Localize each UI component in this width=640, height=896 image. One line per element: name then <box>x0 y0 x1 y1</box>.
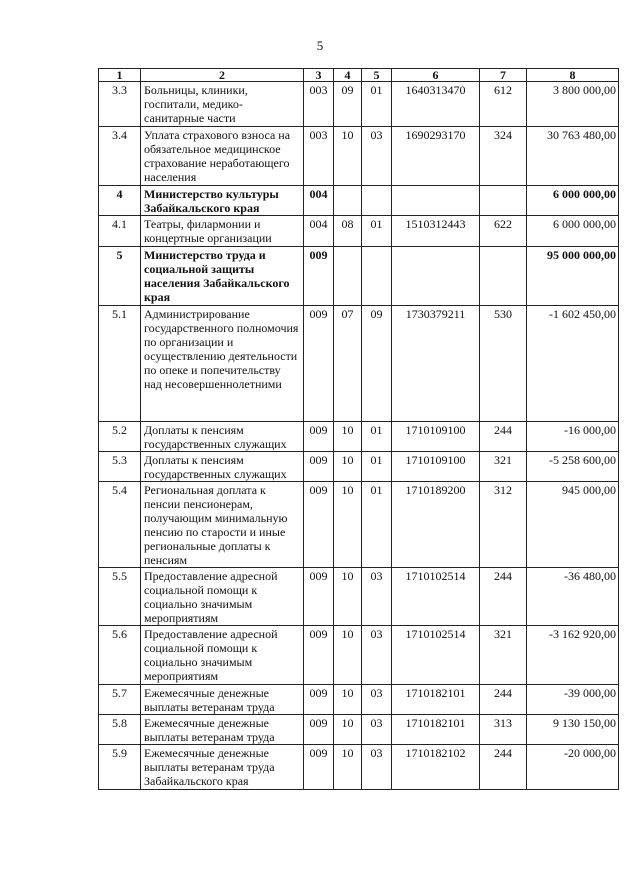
row-number-cell: 4.1 <box>99 216 141 247</box>
row-col6-cell: 1710109100 <box>392 452 480 482</box>
row-col7-cell <box>480 247 527 306</box>
header-col-4: 4 <box>334 69 362 82</box>
row-col7-cell: 244 <box>480 568 527 626</box>
row-col6-cell <box>392 247 480 306</box>
row-col5-cell: 01 <box>362 482 392 568</box>
row-col7-cell: 530 <box>480 306 527 422</box>
row-col7-cell: 612 <box>480 82 527 127</box>
header-col-6: 6 <box>392 69 480 82</box>
row-col4-cell <box>334 247 362 306</box>
row-amount-cell: -3 162 920,00 <box>527 626 619 685</box>
row-col4-cell: 07 <box>334 306 362 422</box>
row-col5-cell: 01 <box>362 216 392 247</box>
row-name-cell: Больницы, клиники, госпитали, медико-санитарные части <box>141 82 304 127</box>
row-col6-cell: 1690293170 <box>392 127 480 186</box>
row-col5-cell: 01 <box>362 82 392 127</box>
table-row <box>99 626 619 685</box>
header-col-3: 3 <box>304 69 334 82</box>
row-name-cell: Министерство труда и социальной защиты населения Забайкальского края <box>141 247 304 306</box>
row-number-cell: 5.1 <box>99 306 141 422</box>
row-name-cell: Театры, филармонии и концертные организации <box>141 216 304 247</box>
row-col7-cell: 324 <box>480 127 527 186</box>
header-row <box>99 69 619 82</box>
row-col3-cell: 009 <box>304 482 334 568</box>
row-col6-cell: 1640313470 <box>392 82 480 127</box>
row-amount-cell: 95 000 000,00 <box>527 247 619 306</box>
row-amount-cell: -36 480,00 <box>527 568 619 626</box>
table-row <box>99 82 619 127</box>
row-amount-cell: 9 130 150,00 <box>527 715 619 745</box>
row-col7-cell <box>480 186 527 216</box>
row-col5-cell: 03 <box>362 715 392 745</box>
row-name-cell: Региональная доплата к пенсии пенсионерам, получающим минимальную пенсию по старости и иные региональные доплаты к пенсиям <box>141 482 304 568</box>
row-col7-cell: 622 <box>480 216 527 247</box>
row-col4-cell: 10 <box>334 568 362 626</box>
row-col4-cell: 10 <box>334 452 362 482</box>
budget-table <box>98 68 619 790</box>
row-col3-cell: 009 <box>304 745 334 790</box>
row-number-cell: 5.3 <box>99 452 141 482</box>
row-amount-cell: -16 000,00 <box>527 422 619 452</box>
row-col3-cell: 003 <box>304 127 334 186</box>
row-col7-cell: 321 <box>480 626 527 685</box>
row-col5-cell <box>362 247 392 306</box>
row-col5-cell <box>362 186 392 216</box>
row-col3-cell: 009 <box>304 568 334 626</box>
row-col6-cell: 1710182102 <box>392 745 480 790</box>
row-col5-cell: 09 <box>362 306 392 422</box>
row-amount-cell: -39 000,00 <box>527 685 619 715</box>
row-col6-cell: 1730379211 <box>392 306 480 422</box>
row-name-cell: Ежемесячные денежные выплаты ветеранам труда <box>141 715 304 745</box>
row-col3-cell: 009 <box>304 422 334 452</box>
table-row <box>99 186 619 216</box>
row-name-cell: Предоставление адресной социальной помощи к социально значимым мероприятиям <box>141 626 304 685</box>
row-number-cell: 5 <box>99 247 141 306</box>
row-col4-cell: 09 <box>334 82 362 127</box>
row-col6-cell: 1710109100 <box>392 422 480 452</box>
row-col7-cell: 244 <box>480 745 527 790</box>
table-row <box>99 216 619 247</box>
table-row <box>99 685 619 715</box>
row-col3-cell: 009 <box>304 247 334 306</box>
row-col5-cell: 03 <box>362 745 392 790</box>
row-number-cell: 3.3 <box>99 82 141 127</box>
row-amount-cell: 6 000 000,00 <box>527 186 619 216</box>
row-col5-cell: 01 <box>362 422 392 452</box>
row-col6-cell <box>392 186 480 216</box>
table-row <box>99 452 619 482</box>
row-col6-cell: 1710189200 <box>392 482 480 568</box>
table-row <box>99 482 619 568</box>
row-name-cell: Доплаты к пенсиям государственных служащих <box>141 422 304 452</box>
row-name-cell: Ежемесячные денежные выплаты ветеранам труда Забайкальского края <box>141 745 304 790</box>
table-row <box>99 422 619 452</box>
row-amount-cell: 30 763 480,00 <box>527 127 619 186</box>
table-row <box>99 127 619 186</box>
header-col-7: 7 <box>480 69 527 82</box>
row-col7-cell: 321 <box>480 452 527 482</box>
row-amount-cell: 6 000 000,00 <box>527 216 619 247</box>
row-col4-cell: 10 <box>334 626 362 685</box>
row-col4-cell: 10 <box>334 422 362 452</box>
row-number-cell: 5.7 <box>99 685 141 715</box>
row-number-cell: 5.9 <box>99 745 141 790</box>
table-row <box>99 745 619 790</box>
row-amount-cell: 3 800 000,00 <box>527 82 619 127</box>
row-name-cell: Доплаты к пенсиям государственных служащих <box>141 452 304 482</box>
row-name-cell: Министерство культуры Забайкальского края <box>141 186 304 216</box>
row-col4-cell: 10 <box>334 127 362 186</box>
row-amount-cell: -1 602 450,00 <box>527 306 619 422</box>
row-name-cell: Уплата страхового взноса на обязательное медицинское страхование неработающего населения <box>141 127 304 186</box>
row-number-cell: 5.4 <box>99 482 141 568</box>
row-col4-cell: 10 <box>334 745 362 790</box>
row-col6-cell: 1710102514 <box>392 626 480 685</box>
header-col-8: 8 <box>527 69 619 82</box>
row-col7-cell: 244 <box>480 422 527 452</box>
row-col6-cell: 1710182101 <box>392 685 480 715</box>
row-col5-cell: 03 <box>362 685 392 715</box>
row-col3-cell: 009 <box>304 626 334 685</box>
row-col6-cell: 1710102514 <box>392 568 480 626</box>
row-amount-cell: -5 258 600,00 <box>527 452 619 482</box>
row-col3-cell: 009 <box>304 306 334 422</box>
row-number-cell: 4 <box>99 186 141 216</box>
header-col-2: 2 <box>141 69 304 82</box>
row-col5-cell: 01 <box>362 452 392 482</box>
row-col4-cell: 10 <box>334 715 362 745</box>
row-col5-cell: 03 <box>362 568 392 626</box>
row-number-cell: 5.5 <box>99 568 141 626</box>
header-col-1: 1 <box>99 69 141 82</box>
row-name-cell: Предоставление адресной социальной помощи к социально значимым мероприятиям <box>141 568 304 626</box>
row-col5-cell: 03 <box>362 127 392 186</box>
row-number-cell: 5.2 <box>99 422 141 452</box>
row-col4-cell: 08 <box>334 216 362 247</box>
row-col5-cell: 03 <box>362 626 392 685</box>
header-col-5: 5 <box>362 69 392 82</box>
row-col4-cell: 10 <box>334 685 362 715</box>
row-col4-cell <box>334 186 362 216</box>
row-col3-cell: 003 <box>304 82 334 127</box>
table-body <box>99 82 619 790</box>
row-col3-cell: 004 <box>304 186 334 216</box>
table-row <box>99 568 619 626</box>
row-col7-cell: 312 <box>480 482 527 568</box>
table-row <box>99 306 619 422</box>
row-col4-cell: 10 <box>334 482 362 568</box>
row-col3-cell: 009 <box>304 715 334 745</box>
row-col3-cell: 004 <box>304 216 334 247</box>
row-col3-cell: 009 <box>304 452 334 482</box>
row-col6-cell: 1510312443 <box>392 216 480 247</box>
row-col6-cell: 1710182101 <box>392 715 480 745</box>
row-amount-cell: -20 000,00 <box>527 745 619 790</box>
table-row <box>99 715 619 745</box>
page-number: 5 <box>316 38 324 53</box>
row-number-cell: 5.8 <box>99 715 141 745</box>
table-row <box>99 247 619 306</box>
row-amount-cell: 945 000,00 <box>527 482 619 568</box>
row-number-cell: 5.6 <box>99 626 141 685</box>
row-col7-cell: 244 <box>480 685 527 715</box>
row-col7-cell: 313 <box>480 715 527 745</box>
row-name-cell: Администрирование государственного полномочия по организации и осуществлению деятельности по опеке и попечительству над несовершеннолетними <box>141 306 304 422</box>
row-name-cell: Ежемесячные денежные выплаты ветеранам труда <box>141 685 304 715</box>
row-number-cell: 3.4 <box>99 127 141 186</box>
row-col3-cell: 009 <box>304 685 334 715</box>
